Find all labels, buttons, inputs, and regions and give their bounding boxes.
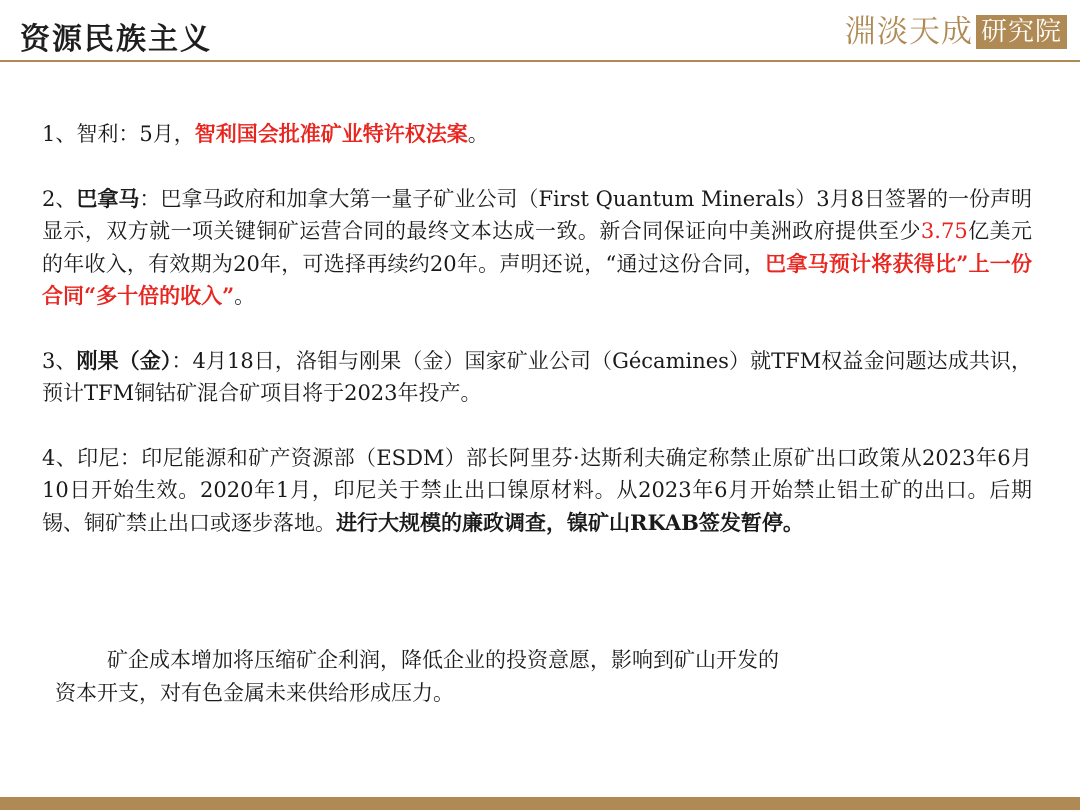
- congo-text: ：4月18日，洛钼与刚果（金）国家矿业公司（Gécamines）就TFM权益金问题达成共识，预计TFM铜钴矿混合矿项目将于2023年投产。: [42, 348, 1032, 405]
- panama-country: 巴拿马: [76, 185, 140, 211]
- main-content: [42, 118, 1032, 571]
- header-divider: [0, 60, 1080, 62]
- chile-suffix: 。: [467, 122, 489, 146]
- chile-prefix: 1、智利：5月，: [42, 122, 195, 146]
- chile-highlight: 智利国会批准矿业特许权法案: [194, 121, 468, 146]
- paragraph-panama: [42, 183, 1032, 313]
- closing-line-1: 矿企成本增加将压缩矿企利润，降低企业的投资意愿，影响到矿山开发的: [107, 648, 779, 672]
- brand-logo: [845, 14, 1067, 50]
- panama-highlight: 巴拿马预计将获得比”上一份合同“多十倍的收入”: [42, 250, 1033, 308]
- paragraph-congo: [42, 345, 1032, 410]
- congo-num: 3、: [42, 348, 77, 373]
- panama-amount: 3.75: [920, 219, 968, 243]
- panama-text-1: ：巴拿马政府和加拿大第一量子矿业公司（First Quantum Minerals）3月8日签署的一份声明显示，双方就一项关键铜矿运营合同的最终文本达成一致。新合同保证向中美洲政府提供至少: [42, 186, 1032, 243]
- indonesia-text: 4、印尼：印尼能源和矿产资源部（ESDM）部长阿里芬·达斯利夫确定称禁止原矿出口政策从2023年6月10日开始生效。2020年1月，印尼关于禁止出口镍原材料。从2023年6月开始禁止铝土矿的出口。后期锡、铜矿禁止出口或逐步落地。: [42, 445, 1032, 535]
- logo-main-text: 淵淡天成: [845, 14, 973, 50]
- panama-num: 2、: [42, 186, 77, 211]
- closing-summary: [55, 644, 985, 709]
- logo-box-text: 研究院: [976, 15, 1067, 49]
- paragraph-chile: [42, 118, 1032, 151]
- panama-suffix: 。: [234, 284, 256, 308]
- indonesia-highlight: 进行大规模的廉政调查，镍矿山RKAB签发暂停。: [336, 509, 804, 535]
- slide-title: 资源民族主义: [20, 22, 212, 57]
- panama-text-2: 亿美元的年收入，有效期为20年，可选择再续约20年。声明还说，“通过这份合同，: [42, 219, 1032, 276]
- paragraph-indonesia: [42, 442, 1032, 540]
- footer-bar: [0, 797, 1080, 810]
- congo-country: 刚果（金）: [76, 347, 172, 373]
- closing-line-2: 资本开支，对有色金属未来供给形成压力。: [55, 680, 454, 705]
